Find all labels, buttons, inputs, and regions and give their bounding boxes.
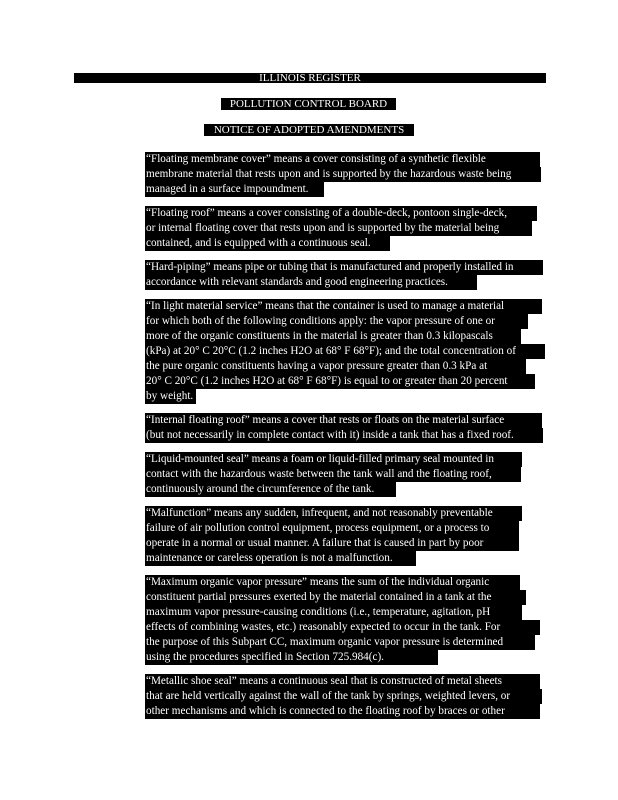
- paragraph-line: (kPa) at 20° C 20°C (1.2 inches H2O at 68° F 68°F); and the total concentration of: [145, 344, 545, 359]
- paragraph-line: for which both of the following conditions apply: the vapor pressure of one or: [145, 314, 528, 329]
- notice-title: NOTICE OF ADOPTED AMENDMENTS: [204, 124, 414, 136]
- paragraph-line: maximum vapor pressure-causing conditions (i.e., temperature, agitation, pH: [145, 605, 522, 620]
- paragraph-line: operate in a normal or usual manner. A failure that is caused in part by poor: [145, 536, 519, 551]
- paragraph-line: or internal floating cover that rests upon and is supported by the material being: [145, 221, 532, 236]
- paragraph-line: by weight.: [145, 389, 196, 404]
- paragraph-line: other mechanisms and which is connected to the floating roof by braces or other: [145, 704, 540, 719]
- paragraph-line: “Hard-piping” means pipe or tubing that is manufactured and properly installed in: [145, 260, 543, 275]
- paragraph-line: 20° C 20°C (1.2 inches H2O at 68° F 68°F) is equal to or greater than 20 percent: [145, 374, 535, 389]
- paragraph-line: failure of air pollution control equipment, process equipment, or a process to: [145, 521, 519, 536]
- paragraph-line: effects of combining wastes, etc.) reasonably expected to occur in the tank. For: [145, 620, 540, 635]
- paragraph-line: “Metallic shoe seal” means a continuous seal that is constructed of metal sheets: [145, 674, 540, 689]
- paragraph-line: “Malfunction” means any sudden, infrequent, and not reasonably preventable: [145, 506, 522, 521]
- paragraph-line: the pure organic constituents having a vapor pressure greater than 0.3 kPa at: [145, 359, 526, 374]
- paragraph-line: “Floating membrane cover” means a cover consisting of a synthetic flexible: [145, 152, 540, 167]
- paragraph-line: maintenance or careless operation is not a malfunction.: [145, 551, 416, 566]
- board-title: POLLUTION CONTROL BOARD: [221, 98, 396, 110]
- register-title: ILLINOIS REGISTER: [259, 72, 361, 84]
- paragraph-line: managed in a surface impoundment.: [145, 182, 324, 197]
- paragraph-line: using the procedures specified in Section 725.984(c).: [145, 650, 438, 665]
- paragraph-line: “In light material service” means that the container is used to manage a material: [145, 299, 542, 314]
- paragraph-line: membrane material that rests upon and is supported by the hazardous waste being: [145, 167, 541, 182]
- paragraph-line: constituent partial pressures exerted by the material contained in a tank at the: [145, 590, 526, 605]
- paragraph-line: contained, and is equipped with a continuous seal.: [145, 236, 390, 251]
- paragraph-line: “Liquid-mounted seal” means a foam or liquid-filled primary seal mounted in: [145, 452, 522, 467]
- paragraph-line: that are held vertically against the wall of the tank by springs, weighted levers, or: [145, 689, 542, 704]
- paragraph-line: (but not necessarily in complete contact with it) inside a tank that has a fixed roof.: [145, 428, 543, 443]
- paragraph-line: “Internal floating roof” means a cover that rests or floats on the material surface: [145, 413, 542, 428]
- paragraph-line: the purpose of this Subpart CC, maximum organic vapor pressure is determined: [145, 635, 535, 650]
- paragraph-line: more of the organic constituents in the material is greater than 0.3 kilopascals: [145, 329, 521, 344]
- paragraph-line: accordance with relevant standards and good engineering practices.: [145, 275, 477, 290]
- paragraph-line: “Maximum organic vapor pressure” means the sum of the individual organic: [145, 575, 520, 590]
- paragraph-line: continuously around the circumference of the tank.: [145, 482, 396, 497]
- paragraph-line: contact with the hazardous waste between the tank wall and the floating roof,: [145, 467, 521, 482]
- paragraph-line: “Floating roof” means a cover consisting of a double-deck, pontoon single-deck,: [145, 206, 537, 221]
